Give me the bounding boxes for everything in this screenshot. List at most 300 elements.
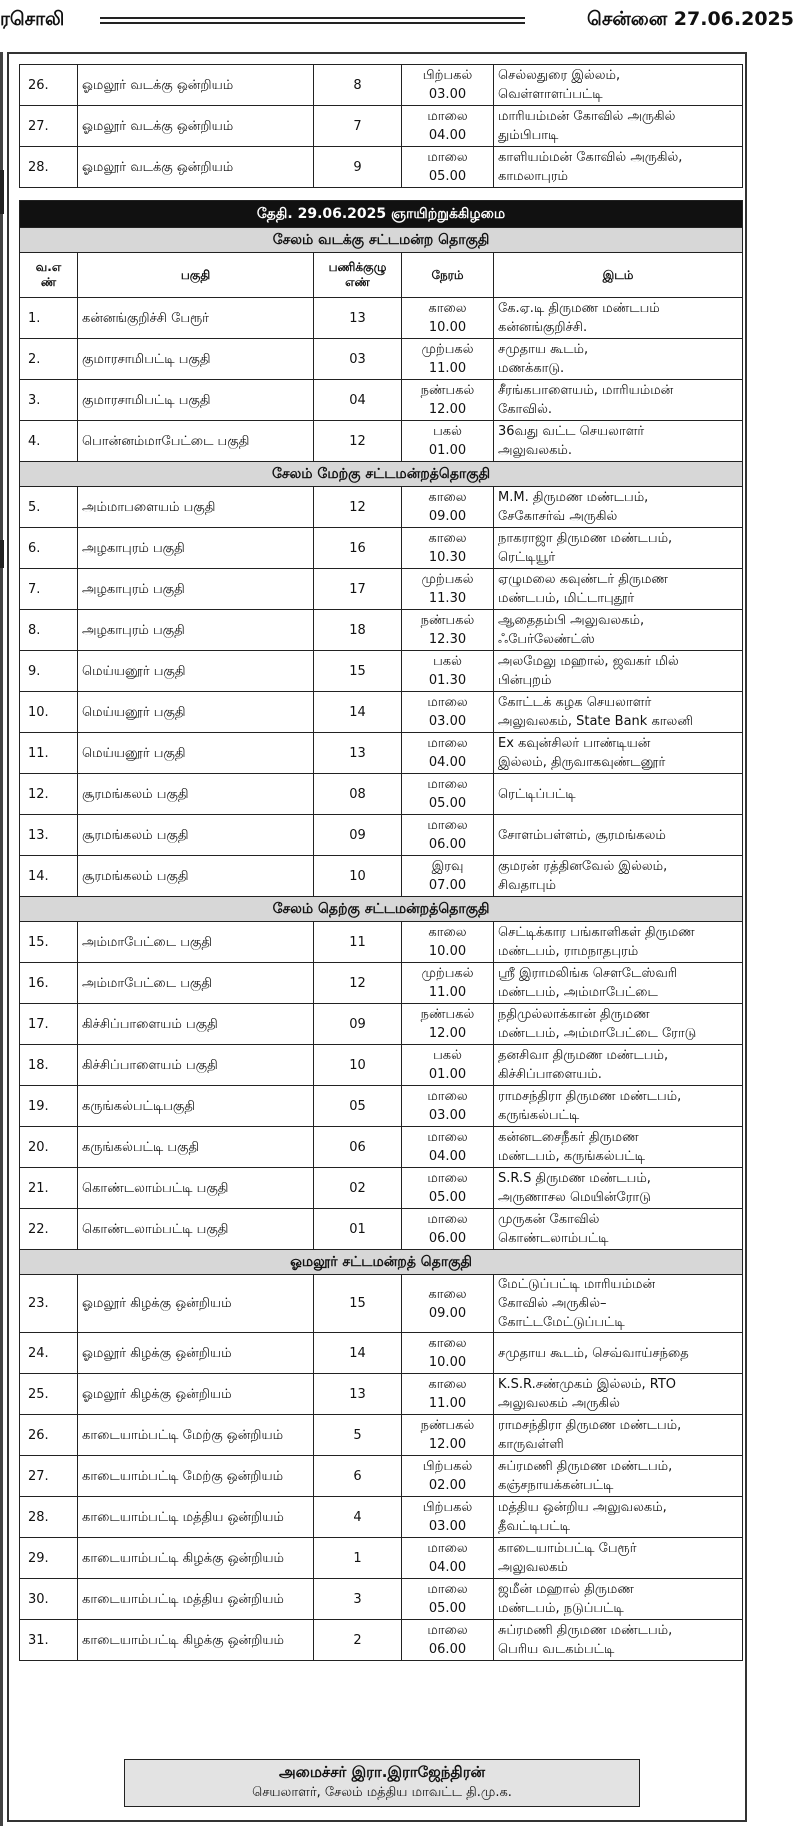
venue-line: கோவில் அருகில்– xyxy=(498,1296,607,1311)
venue-line: மேட்டுப்பட்டி மாரியம்மன் xyxy=(498,1277,656,1292)
venue-line: ஃபேர்லேண்ட்ஸ் xyxy=(498,632,595,647)
venue xyxy=(494,339,743,380)
table-row xyxy=(20,1333,743,1374)
team-number: 8 xyxy=(314,65,402,106)
meeting-time-line: 03.00 xyxy=(428,714,467,729)
meeting-time xyxy=(402,1415,494,1456)
venue xyxy=(494,1579,743,1620)
venue xyxy=(494,106,743,147)
serial-number: 6. xyxy=(20,528,78,569)
minister-name: அமைச்சர் இரா.இராஜேந்திரன் xyxy=(278,1763,486,1781)
serial-number: 10. xyxy=(20,692,78,733)
meeting-time xyxy=(402,487,494,528)
venue xyxy=(494,1275,743,1333)
section-heading-row xyxy=(20,897,743,922)
venue-line: கோட்டக் கழக செயலாளர் xyxy=(498,695,652,710)
meeting-time-line: மாலை xyxy=(427,736,468,751)
venue-line: K.S.R.சண்முகம் இல்லம், RTO xyxy=(498,1377,677,1392)
column-header-row xyxy=(20,253,743,298)
meeting-time xyxy=(402,65,494,106)
venue xyxy=(494,1415,743,1456)
meeting-time-line: 05.00 xyxy=(428,1601,467,1616)
area-name: ஓமலூர் கிழக்கு ஒன்றியம் xyxy=(78,1333,314,1374)
team-number: 15 xyxy=(314,651,402,692)
area-name: கொண்டலாம்பட்டி பகுதி xyxy=(78,1168,314,1209)
serial-number: 27. xyxy=(20,1456,78,1497)
meeting-time-line: 01.00 xyxy=(428,443,467,458)
table-row xyxy=(20,1209,743,1250)
venue-line: மண்டபம், மிட்டாபுதூர் xyxy=(498,591,635,606)
team-number: 7 xyxy=(314,106,402,147)
meeting-time-line: பிற்பகல் xyxy=(422,1500,473,1515)
table-row xyxy=(20,298,743,339)
area-name: கிச்சிப்பாளையம் பகுதி xyxy=(78,1045,314,1086)
area-name: குமாரசாமிபட்டி பகுதி xyxy=(78,380,314,421)
venue xyxy=(494,1168,743,1209)
serial-number: 19. xyxy=(20,1086,78,1127)
venue xyxy=(494,922,743,963)
meeting-time xyxy=(402,856,494,897)
venue-line: செல்லதுரை இல்லம், xyxy=(498,68,621,83)
date-heading: தேதி. 29.06.2025 ஞாயிற்றுக்கிழமை xyxy=(20,201,743,228)
area-name: ஓமலூர் வடக்கு ஒன்றியம் xyxy=(78,106,314,147)
page-edge xyxy=(0,52,3,1826)
meeting-time-line: 03.00 xyxy=(428,1519,467,1534)
meeting-time-line: பிற்பகல் xyxy=(422,68,473,83)
meeting-time-line: 07.00 xyxy=(428,878,467,893)
header-team-line: பணிக்குழு xyxy=(328,260,387,274)
meeting-time-line: 11.30 xyxy=(428,591,467,606)
venue-line: இல்லம், திருவாகவுண்டனூர் xyxy=(498,755,666,770)
venue-line: சேகோசர்வ் அருகில் xyxy=(498,509,618,524)
team-number: 4 xyxy=(314,1497,402,1538)
serial-number: 15. xyxy=(20,922,78,963)
team-number: 9 xyxy=(314,147,402,188)
header-team-line: எண் xyxy=(345,275,370,289)
team-number: 15 xyxy=(314,1275,402,1333)
serial-number: 11. xyxy=(20,733,78,774)
meeting-time-line: நண்பகல் xyxy=(420,1418,475,1433)
venue-line: தீவட்டிபட்டி xyxy=(498,1519,570,1534)
meeting-time-line: பகல் xyxy=(433,424,462,439)
masthead xyxy=(0,0,800,38)
newspaper-name: ரசொலி xyxy=(0,8,65,30)
venue-line: பெரிய வடகம்பட்டி xyxy=(498,1642,615,1657)
team-number: 09 xyxy=(314,1004,402,1045)
table-row xyxy=(20,106,743,147)
area-name: குமாரசாமிபட்டி பகுதி xyxy=(78,339,314,380)
table-row xyxy=(20,1374,743,1415)
team-number: 12 xyxy=(314,963,402,1004)
header-venue: இடம் xyxy=(494,253,743,298)
venue-line: அருணாசல மெயின்ரோடு xyxy=(498,1190,651,1205)
table-row xyxy=(20,1497,743,1538)
venue-line: வெள்ளாளப்பட்டி xyxy=(498,87,603,102)
serial-number: 9. xyxy=(20,651,78,692)
area-name: மெய்யனூர் பகுதி xyxy=(78,733,314,774)
team-number: 12 xyxy=(314,487,402,528)
venue-line: கொண்டலாம்பட்டி xyxy=(498,1231,609,1246)
meeting-time xyxy=(402,421,494,462)
table-row xyxy=(20,147,743,188)
table-row xyxy=(20,856,743,897)
venue xyxy=(494,1127,743,1168)
meeting-time-line: 09.00 xyxy=(428,1305,467,1321)
meeting-time-line: இரவு xyxy=(431,859,464,874)
venue xyxy=(494,1497,743,1538)
constituency-heading: சேலம் வடக்கு சட்டமன்ற தொகுதி xyxy=(20,228,743,253)
meeting-time xyxy=(402,147,494,188)
area-name: கிச்சிப்பாளையம் பகுதி xyxy=(78,1004,314,1045)
table-row xyxy=(20,651,743,692)
venue xyxy=(494,1456,743,1497)
area-name: பொன்னம்மாபேட்டை பகுதி xyxy=(78,421,314,462)
area-name: அழகாபுரம் பகுதி xyxy=(78,528,314,569)
venue-line: ராமசந்திரா திருமண மண்டபம், xyxy=(498,1418,682,1433)
team-number: 10 xyxy=(314,1045,402,1086)
venue xyxy=(494,856,743,897)
venue xyxy=(494,380,743,421)
serial-number: 2. xyxy=(20,339,78,380)
meeting-time-line: மாலை xyxy=(427,695,468,710)
meeting-time-line: 04.00 xyxy=(428,1149,467,1164)
meeting-time-line: பிற்பகல் xyxy=(422,1459,473,1474)
venue-line: அலுவலகம். xyxy=(498,443,572,458)
venue-line: மண்டபம், நடுப்பட்டி xyxy=(498,1601,624,1616)
meeting-time xyxy=(402,1538,494,1579)
meeting-time xyxy=(402,1127,494,1168)
meeting-time xyxy=(402,1086,494,1127)
meeting-time-line: மாலை xyxy=(427,1212,468,1227)
venue-line: சோளம்பள்ளம், சூரமங்கலம் xyxy=(498,827,666,843)
venue-line: கஞ்சநாயக்கன்பட்டி xyxy=(498,1478,614,1493)
area-name: காடையாம்பட்டி மேற்கு ஒன்றியம் xyxy=(78,1415,314,1456)
team-number: 09 xyxy=(314,815,402,856)
table-row xyxy=(20,774,743,815)
team-number: 06 xyxy=(314,1127,402,1168)
meeting-time xyxy=(402,1045,494,1086)
table-row xyxy=(20,815,743,856)
constituency-heading: சேலம் மேற்கு சட்டமன்றத்தொகுதி xyxy=(20,462,743,487)
area-name: கொண்டலாம்பட்டி பகுதி xyxy=(78,1209,314,1250)
meeting-time-line: மாலை xyxy=(427,109,468,124)
meeting-time-line: 04.00 xyxy=(428,128,467,143)
venue-line: S.R.S திருமண மண்டபம், xyxy=(498,1171,651,1186)
venue-line: செட்டிக்கார பங்காளிகள் திருமண xyxy=(498,925,695,940)
meeting-time xyxy=(402,1004,494,1045)
serial-number: 4. xyxy=(20,421,78,462)
venue-line: காமலாபுரம் xyxy=(498,169,569,184)
meeting-time-line: மாலை xyxy=(427,1089,468,1104)
area-name: கருங்கல்பட்டிபகுதி xyxy=(78,1086,314,1127)
meeting-time-line: முற்பகல் xyxy=(421,572,474,587)
meeting-time-line: 12.00 xyxy=(428,402,467,417)
table-row xyxy=(20,380,743,421)
team-number: 5 xyxy=(314,1415,402,1456)
meeting-time-line: மாலை xyxy=(427,1582,468,1597)
table-row xyxy=(20,1415,743,1456)
venue xyxy=(494,1004,743,1045)
venue-line: முருகன் கோவில் xyxy=(498,1212,600,1227)
venue xyxy=(494,1086,743,1127)
meeting-time-line: காலை xyxy=(428,1286,467,1302)
team-number: 2 xyxy=(314,1620,402,1661)
venue-line: அலமேலு மஹால், ஜவகர் மில் xyxy=(498,654,679,669)
venue-line: பின்புறம் xyxy=(498,673,552,688)
table-row xyxy=(20,610,743,651)
venue-line: ரெட்டிப்பட்டி xyxy=(498,786,576,802)
meeting-time xyxy=(402,733,494,774)
venue-line: கன்னடசைநீகர் திருமண xyxy=(498,1130,639,1145)
meeting-time-line: மாலை xyxy=(427,1623,468,1638)
serial-number: 13. xyxy=(20,815,78,856)
meeting-time-line: 04.00 xyxy=(428,1560,467,1575)
schedule-table-continued xyxy=(19,64,743,188)
constituency-heading: ஓமலூர் சட்டமன்றத் தொகுதி xyxy=(20,1250,743,1275)
venue-line: மண்டபம், அம்மாபேட்டை xyxy=(498,985,658,1000)
table-row xyxy=(20,1275,743,1333)
team-number: 03 xyxy=(314,339,402,380)
table-row xyxy=(20,1045,743,1086)
venue-line: சுப்ரமணி திருமண மண்டபம், xyxy=(498,1459,673,1474)
venue-line: Ex கவுன்சிலர் பாண்டியன் xyxy=(498,736,651,751)
meeting-time xyxy=(402,963,494,1004)
meeting-time xyxy=(402,380,494,421)
meeting-time xyxy=(402,651,494,692)
team-number: 6 xyxy=(314,1456,402,1497)
venue xyxy=(494,610,743,651)
meeting-time xyxy=(402,1579,494,1620)
venue xyxy=(494,1045,743,1086)
table-row xyxy=(20,1127,743,1168)
serial-number: 23. xyxy=(20,1275,78,1333)
area-name: ஓமலூர் கிழக்கு ஒன்றியம் xyxy=(78,1275,314,1333)
venue xyxy=(494,1209,743,1250)
area-name: அம்மாபேட்டை பகுதி xyxy=(78,922,314,963)
venue-line: அலுவலகம், State Bank காலனி xyxy=(498,714,693,729)
venue-line: கோட்டமேட்டுப்பட்டி xyxy=(498,1315,625,1330)
venue-line: அலுவலகம் xyxy=(498,1560,568,1575)
schedule-table xyxy=(19,200,743,1661)
venue xyxy=(494,298,743,339)
venue-line: ஸ்ரீ இராமலிங்க சௌடேஸ்வரி xyxy=(498,966,678,981)
meeting-time-line: மாலை xyxy=(427,777,468,792)
meeting-time-line: 03.00 xyxy=(428,1108,467,1123)
meeting-time-line: 12.00 xyxy=(428,1026,467,1041)
serial-number: 20. xyxy=(20,1127,78,1168)
serial-number: 31. xyxy=(20,1620,78,1661)
venue xyxy=(494,1333,743,1374)
team-number: 11 xyxy=(314,922,402,963)
masthead-rule xyxy=(100,17,525,24)
venue-line: கிச்சிப்பாளையம். xyxy=(498,1067,602,1082)
area-name: அம்மாபேட்டை பகுதி xyxy=(78,963,314,1004)
table-row xyxy=(20,65,743,106)
venue-line: மண்டபம், ராமநாதபுரம் xyxy=(498,944,639,959)
meeting-time-line: காலை xyxy=(428,301,467,316)
header-serial-line: வ.எ xyxy=(35,260,62,274)
team-number: 04 xyxy=(314,380,402,421)
venue xyxy=(494,1620,743,1661)
table-row xyxy=(20,1620,743,1661)
meeting-time-line: பகல் xyxy=(433,1048,462,1063)
area-name: காடையாம்பட்டி மேற்கு ஒன்றியம் xyxy=(78,1456,314,1497)
edge-mark xyxy=(0,170,4,214)
section-heading-row xyxy=(20,462,743,487)
venue-line: ஜமீன் மஹால் திருமண xyxy=(498,1582,634,1597)
area-name: அழகாபுரம் பகுதி xyxy=(78,610,314,651)
venue xyxy=(494,528,743,569)
meeting-time-line: 11.00 xyxy=(428,985,467,1000)
area-name: கருங்கல்பட்டி பகுதி xyxy=(78,1127,314,1168)
serial-number: 3. xyxy=(20,380,78,421)
venue-line: 36வது வட்ட செயலாளர் xyxy=(498,424,645,439)
area-name: சூரமங்கலம் பகுதி xyxy=(78,856,314,897)
meeting-time-line: காலை xyxy=(428,1336,467,1351)
team-number: 01 xyxy=(314,1209,402,1250)
venue xyxy=(494,651,743,692)
meeting-time xyxy=(402,1620,494,1661)
table-row xyxy=(20,339,743,380)
meeting-time-line: 06.00 xyxy=(428,837,467,852)
meeting-time-line: காலை xyxy=(428,925,467,940)
meeting-time xyxy=(402,610,494,651)
meeting-time-line: மாலை xyxy=(427,818,468,833)
meeting-time xyxy=(402,1275,494,1333)
table-row xyxy=(20,1538,743,1579)
meeting-time-line: 03.00 xyxy=(428,87,467,102)
venue-line: ஆதைதம்பி அலுவலகம், xyxy=(498,613,645,628)
table-row xyxy=(20,1456,743,1497)
venue-line: சமுதாய கூடம், xyxy=(498,342,589,357)
meeting-time-line: நண்பகல் xyxy=(420,1007,475,1022)
venue xyxy=(494,692,743,733)
venue-line: தனசிவா திருமண மண்டபம், xyxy=(498,1048,669,1063)
meeting-time-line: பகல் xyxy=(433,654,462,669)
meeting-time-line: 11.00 xyxy=(428,1396,467,1411)
meeting-time-line: 04.00 xyxy=(428,755,467,770)
team-number: 13 xyxy=(314,298,402,339)
meeting-time-line: 10.30 xyxy=(428,550,467,565)
meeting-time-line: 06.00 xyxy=(428,1231,467,1246)
venue xyxy=(494,963,743,1004)
venue xyxy=(494,569,743,610)
meeting-time-line: 12.00 xyxy=(428,1437,467,1452)
serial-number: 25. xyxy=(20,1374,78,1415)
area-name: அம்மாபளையம் பகுதி xyxy=(78,487,314,528)
area-name: காடையாம்பட்டி கிழக்கு ஒன்றியம் xyxy=(78,1620,314,1661)
venue-line: குமரன் ரத்தினவேல் இல்லம், xyxy=(498,859,668,874)
venue xyxy=(494,1538,743,1579)
venue-line: மாரியம்மன் கோவில் அருகில் xyxy=(498,109,676,124)
meeting-time xyxy=(402,106,494,147)
venue-line: மண்டபம், அம்மாபேட்டை ரோடு xyxy=(498,1026,697,1041)
venue xyxy=(494,733,743,774)
area-name: காடையாம்பட்டி கிழக்கு ஒன்றியம் xyxy=(78,1538,314,1579)
header-area: பகுதி xyxy=(78,253,314,298)
team-number: 02 xyxy=(314,1168,402,1209)
venue-line: காருவள்ளி xyxy=(498,1437,564,1452)
area-name: ஓமலூர் வடக்கு ஒன்றியம் xyxy=(78,147,314,188)
meeting-time-line: 06.00 xyxy=(428,1642,467,1657)
table-row xyxy=(20,1168,743,1209)
area-name: ஓமலூர் வடக்கு ஒன்றியம் xyxy=(78,65,314,106)
venue xyxy=(494,487,743,528)
team-number: 16 xyxy=(314,528,402,569)
meeting-time-line: 05.00 xyxy=(428,169,467,184)
table-row xyxy=(20,1579,743,1620)
venue-line: நதிமுல்லாக்கான் திருமண xyxy=(498,1007,650,1022)
team-number: 12 xyxy=(314,421,402,462)
venue xyxy=(494,65,743,106)
serial-number: 7. xyxy=(20,569,78,610)
header-serial xyxy=(20,253,78,298)
venue xyxy=(494,815,743,856)
venue-line: கருங்கல்பட்டி xyxy=(498,1108,580,1123)
serial-number: 21. xyxy=(20,1168,78,1209)
meeting-time-line: மாலை xyxy=(427,1171,468,1186)
meeting-time xyxy=(402,692,494,733)
area-name: கன்னங்குறிச்சி பேரூர் xyxy=(78,298,314,339)
team-number: 17 xyxy=(314,569,402,610)
meeting-time xyxy=(402,528,494,569)
area-name: காடையாம்பட்டி மத்திய ஒன்றியம் xyxy=(78,1497,314,1538)
venue-line: கன்னங்குறிச்சி. xyxy=(498,320,588,335)
serial-number: 27. xyxy=(20,106,78,147)
serial-number: 30. xyxy=(20,1579,78,1620)
area-name: ஓமலூர் கிழக்கு ஒன்றியம் xyxy=(78,1374,314,1415)
section-heading-row xyxy=(20,228,743,253)
meeting-time-line: காலை xyxy=(428,531,467,546)
table-row xyxy=(20,733,743,774)
serial-number: 26. xyxy=(20,65,78,106)
meeting-time-line: 05.00 xyxy=(428,796,467,811)
meeting-time xyxy=(402,1168,494,1209)
team-number: 14 xyxy=(314,1333,402,1374)
area-name: காடையாம்பட்டி மத்திய ஒன்றியம் xyxy=(78,1579,314,1620)
venue xyxy=(494,421,743,462)
team-number: 10 xyxy=(314,856,402,897)
section-heading-row xyxy=(20,1250,743,1275)
area-name: மெய்யனூர் பகுதி xyxy=(78,692,314,733)
venue-line: கே.ஏ.டி திருமண மண்டபம் xyxy=(498,301,660,316)
signature-box xyxy=(124,1759,640,1807)
team-number: 1 xyxy=(314,1538,402,1579)
meeting-time xyxy=(402,339,494,380)
meeting-time xyxy=(402,774,494,815)
venue-line: சமுதாய கூடம், செவ்வாய்சந்தை xyxy=(498,1345,689,1361)
venue-line: நாகராஜா திருமண மண்டபம், xyxy=(498,531,673,546)
venue xyxy=(494,1374,743,1415)
meeting-time-line: 12.30 xyxy=(428,632,467,647)
meeting-time-line: முற்பகல் xyxy=(421,966,474,981)
meeting-time-line: நண்பகல் xyxy=(420,383,475,398)
edge-mark xyxy=(0,540,4,568)
meeting-time-line: காலை xyxy=(428,490,467,505)
meeting-time-line: மாலை xyxy=(427,150,468,165)
meeting-time xyxy=(402,1456,494,1497)
serial-number: 1. xyxy=(20,298,78,339)
serial-number: 28. xyxy=(20,147,78,188)
table-row xyxy=(20,487,743,528)
serial-number: 14. xyxy=(20,856,78,897)
venue-line: M.M. திருமண மண்டபம், xyxy=(498,490,649,505)
venue-line: தும்பிபாடி xyxy=(498,128,559,143)
venue-line: மத்திய ஒன்றிய அலுவலகம், xyxy=(498,1500,667,1515)
serial-number: 12. xyxy=(20,774,78,815)
meeting-time xyxy=(402,1374,494,1415)
meeting-time-line: 01.30 xyxy=(428,673,467,688)
